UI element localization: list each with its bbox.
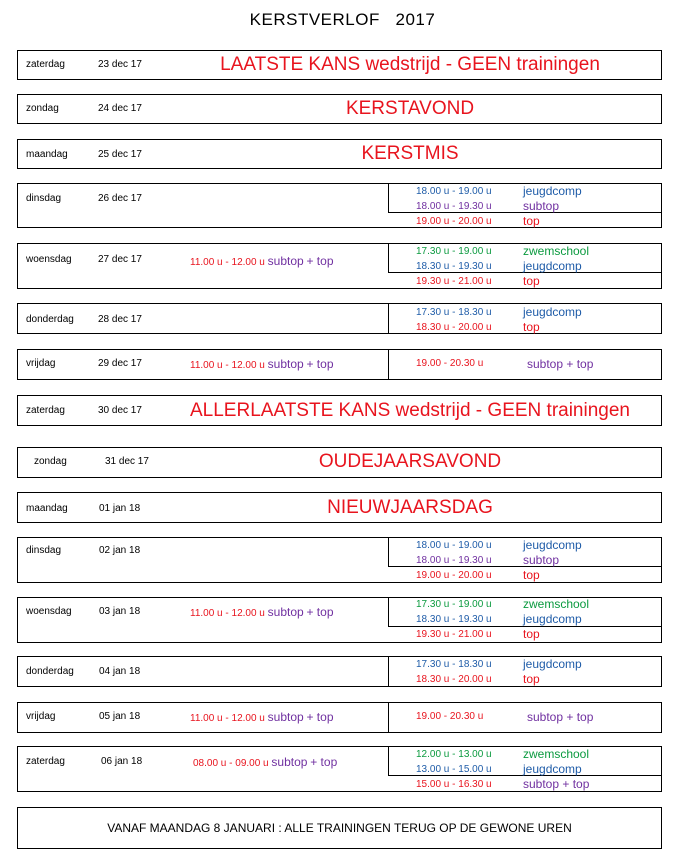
date-label: 27 dec 17 (98, 254, 142, 265)
session-time: 18.30 u - 20.00 u (416, 674, 492, 685)
footer-note: VANAF MAANDAG 8 JANUARI : ALLE TRAININGEN TERUG OP DE GEWONE UREN (107, 821, 572, 835)
date-label: 24 dec 17 (98, 103, 142, 114)
session-group: top (523, 274, 540, 288)
session-time: 13.00 u - 15.00 u (416, 764, 492, 775)
session-group: subtop + top (523, 777, 590, 791)
day-label: zondag (34, 456, 67, 467)
announcement: OUDEJAARSAVOND (318, 451, 502, 472)
day-label: maandag (26, 149, 68, 160)
session-group: top (523, 214, 540, 228)
session-group: subtop + top (527, 710, 594, 724)
morning-group-top: + top (310, 755, 338, 769)
morning-group-top: + top (306, 710, 334, 724)
date-label: 31 dec 17 (105, 456, 149, 467)
morning-time: 11.00 u - 12.00 u (190, 360, 265, 371)
date-label: 06 jan 18 (101, 756, 143, 767)
session-group: top (523, 627, 540, 641)
date-label: 02 jan 18 (99, 545, 141, 556)
day-label: donderdag (26, 666, 74, 677)
session-group: jeugdcomp (523, 259, 582, 273)
date-label: 26 dec 17 (98, 193, 142, 204)
date-label: 28 dec 17 (98, 314, 142, 325)
day-label: zaterdag (26, 405, 65, 416)
session-time: 19.00 - 20.30 u (416, 711, 484, 722)
session-group: jeugdcomp (523, 762, 582, 776)
morning-time: 11.00 u - 12.00 u (190, 713, 265, 724)
session-group: zwemschool (523, 747, 590, 761)
announcement: KERSTAVOND (345, 98, 475, 119)
date-label: 25 dec 17 (98, 149, 142, 160)
day-label: zaterdag (26, 59, 65, 70)
date-label: 29 dec 17 (98, 358, 142, 369)
session-time: 19.00 - 20.30 u (416, 358, 484, 369)
session-group: jeugdcomp (523, 612, 582, 626)
day-label: zondag (26, 103, 59, 114)
morning-session (190, 357, 334, 371)
morning-group-subtop: subtop (267, 710, 304, 724)
session-time: 19.00 u - 20.00 u (416, 570, 492, 581)
announcement: LAATSTE KANS wedstrijd - GEEN trainingen (220, 54, 600, 75)
session-group: subtop (523, 553, 560, 567)
session-time: 15.00 u - 16.30 u (416, 779, 492, 790)
session-group: jeugdcomp (523, 305, 582, 319)
morning-session (190, 254, 334, 268)
session-time: 18.00 u - 19.30 u (416, 555, 492, 566)
session-time: 12.00 u - 13.00 u (416, 749, 492, 760)
session-group: top (523, 320, 540, 334)
day-label: maandag (26, 503, 68, 514)
day-label: vrijdag (26, 358, 56, 369)
session-time: 17.30 u - 18.30 u (416, 659, 492, 670)
session-group: top (523, 672, 540, 686)
announcement: NIEUWJAARSDAG (327, 497, 493, 518)
morning-session (190, 710, 334, 724)
session-group: jeugdcomp (523, 538, 582, 552)
session-group: jeugdcomp (523, 184, 582, 198)
morning-group-subtop: subtop (267, 605, 304, 619)
morning-group-subtop: subtop (267, 357, 304, 371)
morning-group-subtop: subtop (271, 755, 308, 769)
day-label: vrijdag (26, 711, 56, 722)
morning-group-top: + top (306, 254, 334, 268)
date-label: 01 jan 18 (99, 503, 141, 514)
day-label: woensdag (26, 254, 72, 265)
session-group: zwemschool (523, 244, 590, 258)
page-title: KERSTVERLOF 2017 (249, 10, 436, 29)
date-label: 04 jan 18 (99, 666, 141, 677)
date-label: 23 dec 17 (98, 59, 142, 70)
day-label: dinsdag (26, 545, 62, 556)
session-time: 18.30 u - 19.30 u (416, 261, 492, 272)
day-label: woensdag (26, 606, 72, 617)
day-label: donderdag (26, 314, 74, 325)
morning-group-subtop: subtop (267, 254, 304, 268)
session-time: 19.30 u - 21.00 u (416, 276, 492, 287)
morning-time: 11.00 u - 12.00 u (190, 257, 265, 268)
session-time: 17.30 u - 19.00 u (416, 246, 492, 257)
morning-group-top: + top (306, 357, 334, 371)
date-label: 03 jan 18 (99, 606, 141, 617)
session-time: 19.00 u - 20.00 u (416, 216, 492, 227)
announcement: ALLERLAATSTE KANS wedstrijd - GEEN trainingen (190, 400, 630, 421)
session-time: 17.30 u - 18.30 u (416, 307, 492, 318)
session-group: subtop + top (527, 357, 594, 371)
session-time: 19.30 u - 21.00 u (416, 629, 492, 640)
session-group: zwemschool (523, 597, 590, 611)
session-group: jeugdcomp (523, 657, 582, 671)
announcement: KERSTMIS (361, 143, 459, 164)
session-time: 17.30 u - 19.00 u (416, 599, 492, 610)
session-time: 18.00 u - 19.00 u (416, 540, 492, 551)
day-label: dinsdag (26, 193, 62, 204)
date-label: 30 dec 17 (98, 405, 142, 416)
morning-time: 11.00 u - 12.00 u (190, 608, 265, 619)
date-label: 05 jan 18 (99, 711, 141, 722)
session-time: 18.30 u - 20.00 u (416, 322, 492, 333)
session-time: 18.30 u - 19.30 u (416, 614, 492, 625)
session-time: 18.00 u - 19.00 u (416, 186, 492, 197)
morning-group-top: + top (306, 605, 334, 619)
session-group: subtop (523, 199, 560, 213)
day-label: zaterdag (26, 756, 65, 767)
morning-session (190, 605, 334, 619)
session-time: 18.00 u - 19.30 u (416, 201, 492, 212)
session-group: top (523, 568, 540, 582)
morning-session (193, 755, 337, 769)
morning-time: 08.00 u - 09.00 u (193, 758, 269, 769)
